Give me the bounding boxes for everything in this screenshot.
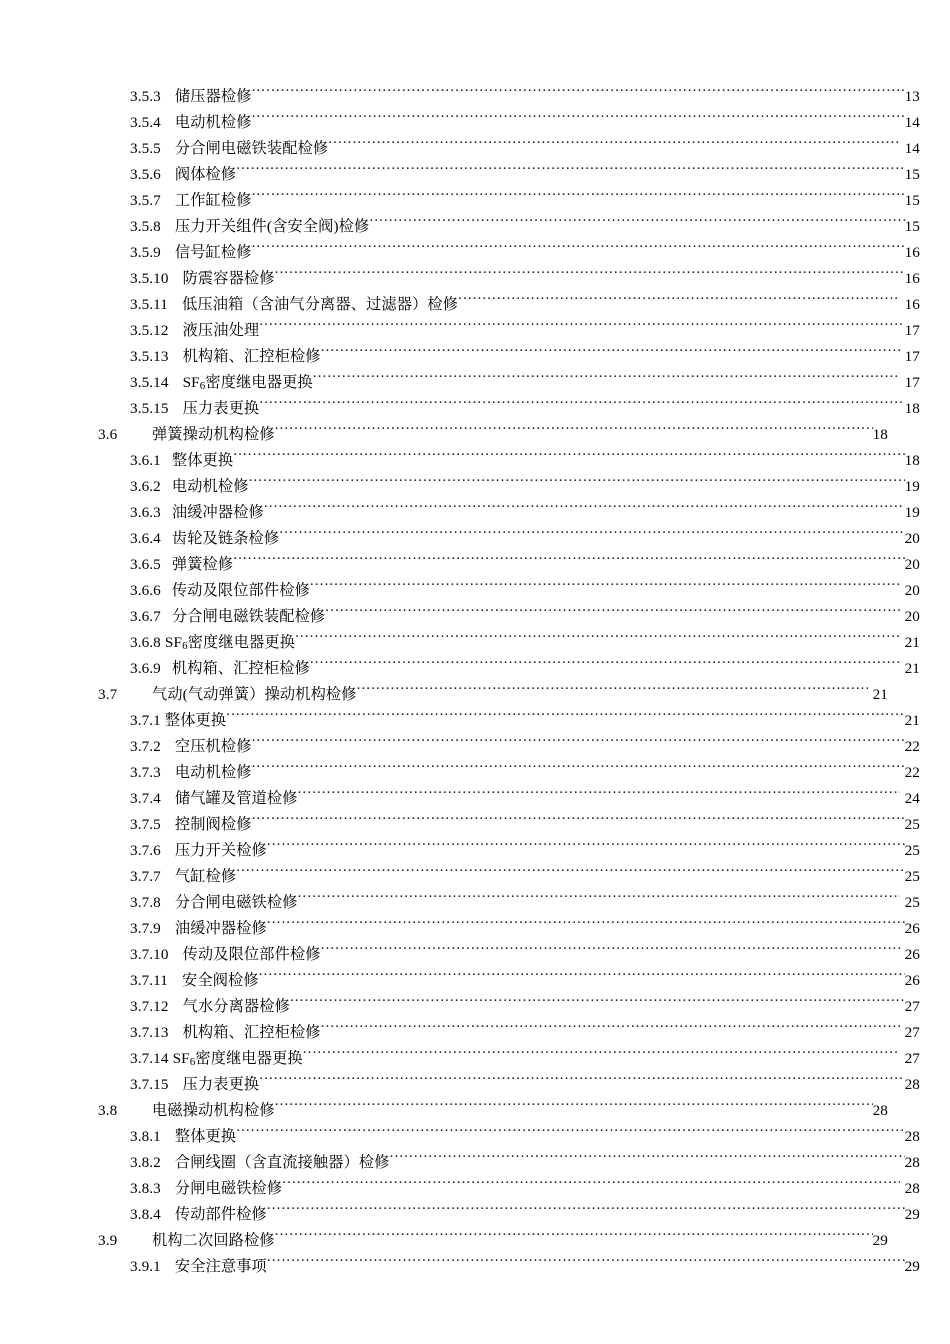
- toc-entry[interactable]: [80, 682, 888, 708]
- toc-leader-dots: [369, 216, 904, 231]
- toc-entry-title: 安全阀检修: [182, 972, 259, 989]
- toc-leader-dots: [264, 502, 905, 517]
- toc-page-number: 18: [904, 452, 920, 469]
- toc-page-number: 15: [904, 218, 920, 235]
- toc-page-number: 17: [904, 348, 920, 365]
- toc-leader-dots: [252, 762, 905, 777]
- toc-leader-dots: [252, 112, 905, 127]
- toc-entry[interactable]: [80, 422, 888, 448]
- toc-page-number: 27: [904, 1050, 920, 1067]
- toc-page-number: 28: [904, 1128, 920, 1145]
- toc-page-number: 18: [904, 400, 920, 417]
- toc-page-number: 29: [872, 1232, 888, 1249]
- toc-leader-dots: [298, 892, 900, 907]
- toc-leader-dots: [259, 970, 905, 985]
- toc-entry-title: 分合闸电磁铁装配检修: [171, 608, 326, 625]
- toc-page-number: 14: [904, 140, 920, 157]
- toc-leader-dots: [275, 268, 905, 283]
- toc-entry[interactable]: [80, 188, 920, 214]
- subscript-6: 6: [182, 640, 188, 653]
- toc-entry[interactable]: [80, 812, 920, 838]
- toc-entry-title: 传动部件检修: [174, 1206, 267, 1223]
- toc-page-number: 20: [904, 582, 920, 599]
- toc-entry-number: 3.8.3: [130, 1180, 161, 1197]
- toc-page-number: 15: [904, 192, 920, 209]
- toc-entry-title: 阀体检修: [174, 166, 237, 183]
- toc-entry-number: 3.5.5: [130, 140, 161, 157]
- toc-page-number: 18: [872, 426, 888, 443]
- toc-leader-dots: [236, 164, 904, 179]
- toc-page-number: 24: [904, 790, 920, 807]
- toc-entry[interactable]: [80, 1124, 920, 1150]
- toc-page-number: 27: [904, 1024, 920, 1041]
- toc-leader-dots: [321, 1022, 900, 1037]
- toc-page-number: 28: [904, 1154, 920, 1171]
- toc-leader-dots: [252, 242, 905, 257]
- toc-entry-number: 3.5.8: [130, 218, 161, 235]
- toc-page-number: 19: [904, 478, 920, 495]
- toc-page-number: 20: [904, 556, 920, 573]
- toc-entry[interactable]: [80, 760, 920, 786]
- toc-page-number: 29: [904, 1206, 920, 1223]
- toc-leader-dots: [328, 138, 899, 153]
- toc-page-number: 13: [904, 88, 920, 105]
- toc-entry-number: 3.7.4: [130, 790, 161, 807]
- toc-page-number: 25: [904, 894, 920, 911]
- toc-entry-number: 3.6.4: [130, 530, 161, 547]
- toc-leader-dots: [259, 320, 904, 335]
- toc-entry-title: 齿轮及链条检修: [171, 530, 280, 547]
- toc-entry-title: 空压机检修: [174, 738, 252, 755]
- toc-leader-dots: [295, 632, 900, 647]
- toc-entry-title: 安全注意事项: [174, 1258, 267, 1275]
- toc-leader-dots: [252, 736, 905, 751]
- toc-entry-title: 压力开关组件(含安全阀)检修: [174, 218, 370, 235]
- toc-entry-number: 3.8.1: [130, 1128, 161, 1145]
- toc-leader-dots: [249, 476, 905, 491]
- toc-page-number: 22: [904, 764, 920, 781]
- toc-page-number: 21: [904, 634, 920, 651]
- toc-entry-title: 低压油箱（含油气分离器、过滤器）检修: [182, 296, 459, 313]
- toc-entry-title: 分合闸电磁铁检修: [174, 894, 298, 911]
- toc-entry[interactable]: [80, 734, 920, 760]
- toc-page-number: 20: [904, 608, 920, 625]
- toc-entry-title: 控制阀检修: [174, 816, 252, 833]
- toc-leader-dots: [290, 996, 905, 1011]
- toc-entry-number: 3.9: [98, 1232, 118, 1249]
- toc-entry-title: 机构箱、汇控柜检修: [182, 348, 321, 365]
- toc-entry-number: 3.8: [98, 1102, 118, 1119]
- toc-entry-title: 电动机检修: [174, 764, 252, 781]
- toc-entry[interactable]: [80, 994, 920, 1020]
- toc-entry[interactable]: [80, 552, 920, 578]
- toc-entry[interactable]: [80, 344, 920, 370]
- toc-entry-title: 传动及限位部件检修: [182, 946, 321, 963]
- toc-entry[interactable]: [80, 136, 920, 162]
- toc-entry[interactable]: [80, 604, 920, 630]
- toc-leader-dots: [310, 658, 900, 673]
- toc-entry-number: 3.5.12: [130, 322, 169, 339]
- toc-leader-dots: [303, 1048, 900, 1063]
- toc-leader-dots: [282, 1178, 899, 1193]
- toc-page-number: 14: [904, 114, 920, 131]
- toc-entry-number: 3.7: [98, 686, 118, 703]
- toc-entry-number: 3.7.11: [130, 972, 169, 989]
- toc-leader-dots: [357, 684, 868, 699]
- toc-leader-dots: [226, 710, 904, 725]
- toc-entry-number: 3.8.2: [130, 1154, 161, 1171]
- toc-entry-number: 3.7.6: [130, 842, 161, 859]
- toc-page-number: 21: [904, 660, 920, 677]
- toc-entry-title: 储气罐及管道检修: [174, 790, 298, 807]
- toc-entry-title: 电动机检修: [171, 478, 249, 495]
- toc-entry-number: 3.6.7: [130, 608, 161, 625]
- toc-entry-title: 弹簧检修: [171, 556, 234, 573]
- toc-entry[interactable]: [80, 1072, 920, 1098]
- toc-entry[interactable]: [80, 1098, 888, 1124]
- toc-page-number: 25: [904, 868, 920, 885]
- toc-entry[interactable]: [80, 1202, 920, 1228]
- toc-leader-dots: [252, 86, 905, 101]
- toc-entry[interactable]: [80, 318, 920, 344]
- toc-entry-number: 3.6.6: [130, 582, 161, 599]
- toc-leader-dots: [267, 918, 905, 933]
- toc-entry-number: 3.9.1: [130, 1258, 161, 1275]
- toc-entry-number: 3.5.6: [130, 166, 161, 183]
- toc-page-number: 20: [904, 530, 920, 547]
- toc-page-number: 16: [904, 244, 920, 261]
- toc-page-number: 28: [904, 1076, 920, 1093]
- toc-entry-number: 3.5.3: [130, 88, 161, 105]
- toc-entry-title: 气动(气动弹簧）操动机构检修: [152, 686, 357, 703]
- toc-leader-dots: [252, 190, 905, 205]
- toc-page-number: 26: [904, 920, 920, 937]
- toc-entry-title: 分合闸电磁铁装配检修: [174, 140, 329, 157]
- toc-entry-title: 油缓冲器检修: [171, 504, 264, 521]
- toc-entry[interactable]: [80, 838, 920, 864]
- toc-entry[interactable]: [80, 1228, 888, 1254]
- toc-entry-number: 3.6.2: [130, 478, 161, 495]
- toc-entry-title: 液压油处理: [182, 322, 260, 339]
- toc-entry[interactable]: [80, 916, 920, 942]
- toc-entry[interactable]: [80, 526, 920, 552]
- toc-leader-dots: [275, 1230, 873, 1245]
- toc-entry-number: 3.7.9: [130, 920, 161, 937]
- toc-entry-title: 传动及限位部件检修: [171, 582, 310, 599]
- toc-page-number: 27: [904, 998, 920, 1015]
- toc-entry-title: 压力开关检修: [174, 842, 267, 859]
- toc-entry-title: $SF_6$密度继电器更换: [172, 1050, 303, 1069]
- toc-leader-dots: [259, 398, 904, 413]
- toc-entry[interactable]: [80, 266, 920, 292]
- toc-entry-number: 3.5.4: [130, 114, 161, 131]
- toc-entry-title: 机构箱、汇控柜检修: [182, 1024, 321, 1041]
- toc-entry-title: $SF_6$密度继电器更换: [182, 374, 313, 393]
- toc-entry[interactable]: [80, 786, 920, 812]
- toc-entry[interactable]: [80, 942, 920, 968]
- toc-entry-title: 合闸线圈（含直流接触器）检修: [174, 1154, 390, 1171]
- toc-entry-title: 电动机检修: [174, 114, 252, 131]
- toc-leader-dots: [259, 1074, 904, 1089]
- toc-entry-number: 3.6.9: [130, 660, 161, 677]
- toc-entry-number: 3.7.12: [130, 998, 169, 1015]
- toc-leader-dots: [298, 788, 900, 803]
- toc-leader-dots: [321, 944, 900, 959]
- toc-leader-dots: [325, 606, 899, 621]
- toc-entry[interactable]: [80, 1046, 920, 1072]
- toc-page-number: 26: [904, 946, 920, 963]
- toc-page-number: 17: [904, 322, 920, 339]
- toc-entry-number: 3.8.4: [130, 1206, 161, 1223]
- toc-entry-number: 3.7.14: [130, 1050, 169, 1067]
- toc-leader-dots: [252, 814, 905, 829]
- toc-page-number: 16: [904, 270, 920, 287]
- toc-page-number: 28: [904, 1180, 920, 1197]
- toc-entry-title: 压力表更换: [182, 1076, 260, 1093]
- toc-entry-title: 分闸电磁铁检修: [174, 1180, 283, 1197]
- toc-entry[interactable]: [80, 864, 920, 890]
- toc-entry[interactable]: [80, 240, 920, 266]
- toc-entry-title: 整体更换: [164, 712, 227, 729]
- subscript-6: 6: [199, 380, 206, 393]
- toc-entry-title: 气水分离器检修: [182, 998, 290, 1015]
- toc-entry-title: 机构箱、汇控柜检修: [171, 660, 310, 677]
- toc-page-number: 21: [904, 712, 920, 729]
- toc-entry-number: 3.7.8: [130, 894, 161, 911]
- toc-leader-dots: [267, 840, 905, 855]
- toc-leader-dots: [313, 372, 900, 387]
- toc-entry[interactable]: [80, 448, 920, 474]
- toc-entry-title: 整体更换: [171, 452, 234, 469]
- toc-leader-dots: [267, 1204, 905, 1219]
- toc-page-number: 29: [904, 1258, 920, 1275]
- toc-entry-title: 电磁操动机构检修: [152, 1102, 275, 1119]
- toc-page-number: 22: [904, 738, 920, 755]
- toc-entry[interactable]: [80, 474, 920, 500]
- toc-entry-title: 工作缸检修: [174, 192, 252, 209]
- toc-entry-title: 储压器检修: [174, 88, 252, 105]
- toc-entry[interactable]: [80, 396, 920, 422]
- toc-page-number: 25: [904, 816, 920, 833]
- table-of-contents: [80, 84, 920, 1280]
- toc-page-number: 25: [904, 842, 920, 859]
- toc-leader-dots: [233, 554, 904, 569]
- toc-leader-dots: [236, 866, 904, 881]
- subscript-6: 6: [189, 1056, 196, 1069]
- toc-leader-dots: [236, 1126, 904, 1141]
- toc-entry-title: 弹簧操动机构检修: [152, 426, 275, 443]
- toc-entry-number: 3.5.13: [130, 348, 169, 365]
- toc-entry-number: 3.5.14: [130, 374, 169, 391]
- toc-entry[interactable]: [80, 1150, 920, 1176]
- toc-entry[interactable]: [80, 292, 920, 318]
- toc-entry[interactable]: [80, 968, 920, 994]
- toc-entry-number: 3.5.10: [130, 270, 169, 287]
- toc-leader-dots: [233, 450, 904, 465]
- toc-entry[interactable]: [80, 1254, 920, 1280]
- toc-entry-number: 3.6.3: [130, 504, 161, 521]
- toc-entry-number: 3.7.10: [130, 946, 169, 963]
- toc-page-number: 26: [904, 972, 920, 989]
- toc-entry-number: 3.7.15: [130, 1076, 169, 1093]
- toc-entry-title: 气缸检修: [174, 868, 237, 885]
- toc-entry-number: 3.7.3: [130, 764, 161, 781]
- toc-page-number: 21: [872, 686, 888, 703]
- toc-entry-number: 3.6.1: [130, 452, 161, 469]
- toc-entry[interactable]: [80, 890, 920, 916]
- toc-entry-number: 3.6: [98, 426, 118, 443]
- toc-entry-number: 3.5.11: [130, 296, 169, 313]
- toc-entry[interactable]: [80, 500, 920, 526]
- toc-entry-number: 3.6.5: [130, 556, 161, 573]
- toc-entry-title: 防震容器检修: [182, 270, 275, 287]
- toc-entry-number: 3.7.5: [130, 816, 161, 833]
- toc-entry[interactable]: [80, 162, 920, 188]
- toc-entry-title: 油缓冲器检修: [174, 920, 267, 937]
- toc-entry-number: 3.5.9: [130, 244, 161, 261]
- toc-entry-title: $SF_6$密度继电器更换: [164, 634, 296, 653]
- toc-leader-dots: [310, 580, 900, 595]
- toc-entry[interactable]: [80, 84, 920, 110]
- toc-page-number: 19: [904, 504, 920, 521]
- toc-entry-title: 机构二次回路检修: [152, 1232, 275, 1249]
- toc-leader-dots: [321, 346, 900, 361]
- toc-entry-number: 3.5.7: [130, 192, 161, 209]
- toc-page-number: 28: [872, 1102, 888, 1119]
- toc-entry[interactable]: [80, 370, 920, 396]
- toc-entry[interactable]: [80, 1020, 920, 1046]
- toc-leader-dots: [458, 294, 900, 309]
- toc-entry-number: 3.6.8: [130, 634, 161, 651]
- toc-page-number: 16: [904, 296, 920, 313]
- toc-entry[interactable]: [80, 214, 920, 240]
- toc-page-number: 15: [904, 166, 920, 183]
- toc-leader-dots: [267, 1256, 905, 1271]
- toc-page-number: 17: [904, 374, 920, 391]
- toc-entry-title: 压力表更换: [182, 400, 260, 417]
- toc-entry-title: 信号缸检修: [174, 244, 252, 261]
- toc-leader-dots: [275, 424, 873, 439]
- toc-leader-dots: [390, 1152, 905, 1167]
- toc-entry[interactable]: [80, 708, 920, 734]
- toc-entry[interactable]: [80, 1176, 920, 1202]
- toc-entry[interactable]: [80, 110, 920, 136]
- toc-entry-number: 3.7.2: [130, 738, 161, 755]
- toc-entry[interactable]: [80, 578, 920, 604]
- toc-entry-number: 3.7.7: [130, 868, 161, 885]
- toc-entry-number: 3.7.1: [130, 712, 161, 729]
- toc-leader-dots: [275, 1100, 873, 1115]
- toc-entry-title: 整体更换: [174, 1128, 237, 1145]
- toc-entry[interactable]: [80, 656, 920, 682]
- toc-entry-number: 3.5.15: [130, 400, 169, 417]
- toc-leader-dots: [279, 528, 904, 543]
- toc-entry-number: 3.7.13: [130, 1024, 169, 1041]
- toc-entry[interactable]: [80, 630, 920, 656]
